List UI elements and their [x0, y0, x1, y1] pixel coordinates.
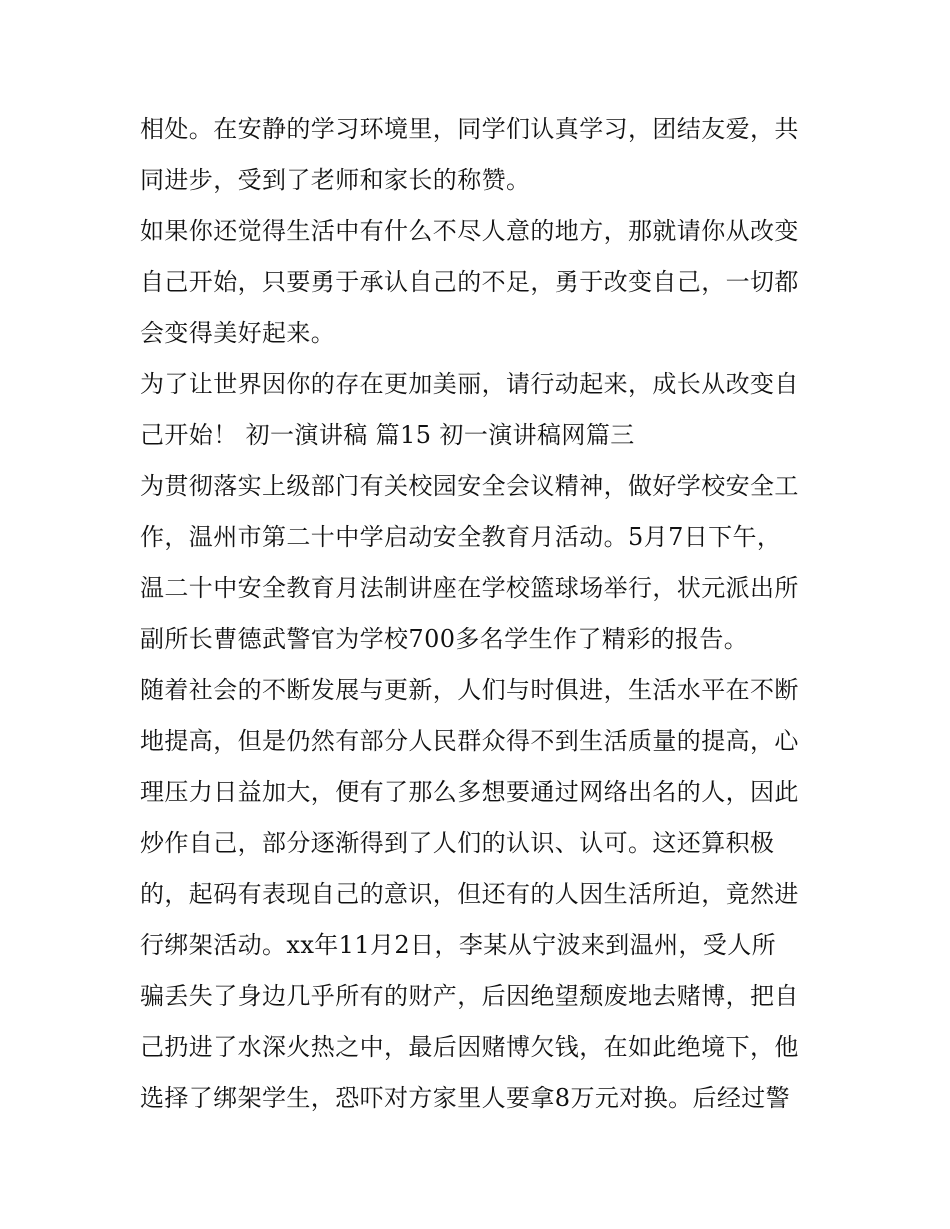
text-line: 为贯彻落实上级部门有关校园安全会议精神，做好学校安全工	[140, 472, 799, 500]
text-line: 己开始！ 初一演讲稿 篇15 初一演讲稿网篇三	[140, 421, 635, 449]
text-line: 选择了绑架学生，恐吓对方家里人要拿8万元对换。后经过警	[140, 1084, 791, 1112]
text-line: 随着社会的不断发展与更新，人们与时俱进，生活水平在不断	[140, 676, 799, 704]
text-line: 的，起码有表现自己的意识，但还有的人因生活所迫，竟然进	[140, 880, 799, 908]
text-line: 会变得美好起来。	[140, 319, 336, 347]
text-line: 行绑架活动。xx年11月2日，李某从宁波来到温州，受人所	[140, 931, 777, 959]
text-line: 相处。在安静的学习环境里，同学们认真学习，团结友爱，共	[140, 115, 799, 143]
text-line: 骗丢失了身边几乎所有的财产，后因绝望颓废地去赌博，把自	[140, 982, 799, 1010]
text-line: 副所长曹德武警官为学校700多名学生作了精彩的报告。	[140, 625, 749, 653]
text-line: 同进步，受到了老师和家长的称赞。	[140, 166, 531, 194]
text-line: 己扔进了水深火热之中，最后因赌博欠钱，在如此绝境下，他	[140, 1033, 799, 1061]
text-line: 温二十中安全教育月法制讲座在学校篮球场举行，状元派出所	[140, 574, 799, 602]
text-line: 为了让世界因你的存在更加美丽，请行动起来，成长从改变自	[140, 370, 799, 398]
text-line: 炒作自己，部分逐渐得到了人们的认识、认可。这还算积极	[140, 829, 775, 857]
text-line: 如果你还觉得生活中有什么不尽人意的地方，那就请你从改变	[140, 217, 799, 245]
text-line: 自己开始，只要勇于承认自己的不足，勇于改变自己，一切都	[140, 268, 799, 296]
text-line: 理压力日益加大，便有了那么多想要通过网络出名的人，因此	[140, 778, 799, 806]
text-line: 作，温州市第二十中学启动安全教育月活动。5月7日下午，	[140, 523, 782, 551]
text-line: 地提高，但是仍然有部分人民群众得不到生活质量的提高，心	[140, 727, 799, 755]
